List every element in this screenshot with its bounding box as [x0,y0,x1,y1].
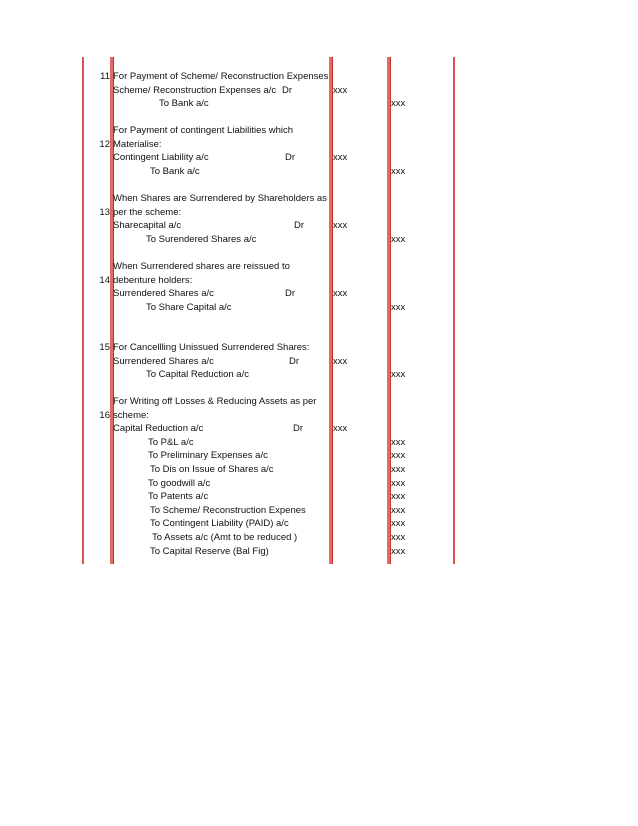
particulars-text: To Scheme/ Reconstruction Expenes [150,504,306,516]
journal-line [0,477,638,490]
journal-line [0,165,638,178]
credit-amount: xxx [391,532,406,543]
credit-amount: xxx [391,165,406,177]
debit-amount: xxx [333,152,348,164]
debit-marker: Dr [289,355,300,367]
journal-line [0,260,638,273]
particulars-text: To Capital Reduction a/c [146,369,249,381]
particulars-text: To Surendered Shares a/c [146,233,257,245]
entry-number: 15 [99,342,110,353]
journal-line [0,395,638,408]
credit-amount: xxx [391,518,406,530]
particulars-text: Materialise: [113,138,162,150]
journal-line [0,301,638,314]
credit-amount: xxx [391,233,406,245]
particulars-text: scheme: [113,409,149,421]
journal-line [0,436,638,449]
credit-amount: xxx [391,450,406,462]
debit-marker: Dr [285,288,296,300]
journal-line [0,97,638,110]
particulars-text: To Assets a/c (Amt to be reduced ) [152,532,298,543]
debit-amount: xxx [333,84,348,96]
credit-amount: xxx [391,477,406,489]
particulars-text: To P&L a/c [148,436,194,448]
entry-number: 14 [99,274,110,286]
particulars-text: To Bank a/c [159,98,209,110]
entry-number: 16 [99,409,110,421]
journal-line [0,124,638,137]
particulars-text: For Writing off Losses & Reducing Assets as per [113,396,317,407]
particulars-text: To Dis on Issue of Shares a/c [150,464,274,475]
journal-line [0,151,638,164]
particulars-text: When Shares are Surrendered by Shareholders as [113,193,327,204]
journal-line [0,70,638,83]
credit-amount: xxx [391,301,406,313]
credit-amount: xxx [391,464,406,475]
particulars-text: To goodwill a/c [148,477,211,489]
journal-line [0,409,638,422]
debit-amount: xxx [333,355,348,367]
journal-line [0,219,638,232]
particulars-text: To Patents a/c [148,491,209,503]
entry-number: 12 [99,138,110,150]
journal-line [0,84,638,97]
journal-line [0,531,638,544]
journal-line [0,449,638,462]
particulars-text: Surrendered Shares a/c [113,355,214,367]
journal-line [0,206,638,219]
journal-line [0,545,638,558]
credit-amount: xxx [391,98,406,110]
entry-number: 11 [100,71,110,82]
particulars-text: per the scheme: [113,206,182,218]
particulars-text: For Payment of contingent Liabilities which [113,125,294,136]
particulars-text: To Capital Reserve (Bal Fig) [150,545,269,557]
particulars-text: Capital Reduction a/c [113,423,204,435]
journal-line [0,287,638,300]
credit-amount: xxx [391,369,406,381]
particulars-text: Scheme/ Reconstruction Expenses a/c [113,84,277,96]
journal-line [0,355,638,368]
credit-amount: xxx [391,436,406,448]
journal-line [0,422,638,435]
particulars-text: To Share Capital a/c [146,301,232,313]
particulars-text: Sharecapital a/c [113,220,182,232]
particulars-text: To Preliminary Expenses a/c [148,450,268,462]
credit-amount: xxx [391,545,406,557]
particulars-text: When Surrendered shares are reissued to [113,261,290,272]
particulars-text: For Payment of Scheme/ Reconstruction Expenses [113,71,329,82]
journal-line [0,274,638,287]
particulars-text: To Contingent Liability (PAID) a/c [150,518,289,530]
particulars-text: To Bank a/c [150,165,200,177]
debit-marker: Dr [282,84,293,96]
journal-line [0,138,638,151]
journal-line [0,368,638,381]
credit-amount: xxx [391,491,406,503]
journal-line [0,233,638,246]
journal-line [0,192,638,205]
particulars-text: debenture holders: [113,274,193,286]
debit-amount: xxx [333,288,348,300]
credit-amount: xxx [391,504,406,516]
journal-line [0,463,638,476]
debit-amount: xxx [333,220,348,232]
particulars-text: Surrendered Shares a/c [113,288,214,300]
journal-line [0,517,638,530]
debit-amount: xxx [333,423,348,435]
particulars-text: Contingent Liability a/c [113,152,209,164]
entry-number: 13 [99,206,110,218]
debit-marker: Dr [285,152,296,164]
journal-line [0,504,638,517]
journal-line [0,490,638,503]
debit-marker: Dr [293,423,304,435]
debit-marker: Dr [294,220,305,232]
particulars-text: For Cancellling Unissued Surrendered Shares: [113,342,310,353]
journal-line [0,341,638,354]
